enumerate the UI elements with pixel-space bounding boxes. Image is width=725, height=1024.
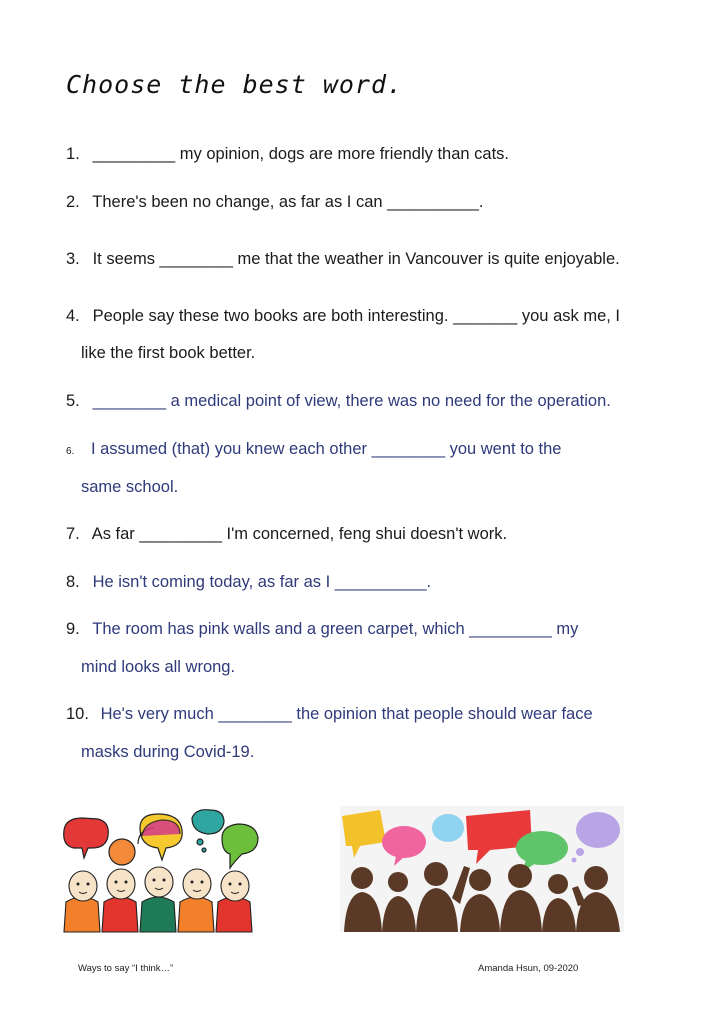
question-number: 8. bbox=[66, 573, 80, 591]
question-text: He isn't coming today, as far as I __________. bbox=[92, 573, 432, 591]
question-text-line1: The room has pink walls and a green carpet, which _________ my bbox=[92, 620, 579, 638]
question-9 bbox=[66, 611, 666, 648]
question-text: It seems ________ me that the weather in Vancouver is quite enjoyable. bbox=[92, 250, 620, 268]
question-6 bbox=[66, 431, 666, 470]
question-8 bbox=[66, 564, 666, 601]
question-text: _________ my opinion, dogs are more friendly than cats. bbox=[92, 145, 510, 163]
question-4-continuation bbox=[66, 335, 681, 372]
cartoon-kids-speech-bubbles-image bbox=[58, 806, 280, 936]
footer-caption: Ways to say “I think…” bbox=[78, 963, 174, 974]
question-number: 6. bbox=[66, 446, 75, 457]
question-number: 7. bbox=[66, 525, 80, 543]
question-number: 10. bbox=[66, 705, 89, 723]
question-text-line2: mind looks all wrong. bbox=[81, 658, 236, 676]
question-number: 5. bbox=[66, 392, 80, 410]
question-text: As far _________ I'm concerned, feng shui doesn't work. bbox=[91, 525, 508, 543]
question-text-line1: People say these two books are both interesting. _______ you ask me, I bbox=[92, 307, 621, 325]
question-4 bbox=[66, 298, 666, 335]
page-title: Choose the best word. bbox=[66, 70, 404, 99]
question-text: ________ a medical point of view, there was no need for the operation. bbox=[92, 392, 611, 410]
question-text-line2: masks during Covid-19. bbox=[81, 743, 255, 761]
question-10 bbox=[66, 696, 666, 733]
question-number: 1. bbox=[66, 145, 80, 163]
question-number: 9. bbox=[66, 620, 80, 638]
question-5 bbox=[66, 383, 666, 420]
question-10-continuation bbox=[66, 734, 681, 771]
question-1 bbox=[66, 136, 666, 173]
question-text-line2: like the first book better. bbox=[81, 344, 256, 362]
question-3 bbox=[66, 241, 666, 278]
question-number: 2. bbox=[66, 193, 80, 211]
question-text-line1: He's very much ________ the opinion that people should wear face bbox=[100, 705, 593, 723]
question-7 bbox=[66, 516, 666, 553]
question-text-line1: I assumed (that) you knew each other ________ you went to the bbox=[90, 440, 562, 458]
question-number: 4. bbox=[66, 307, 80, 325]
question-text: There's been no change, as far as I can __________. bbox=[92, 193, 484, 211]
question-9-continuation bbox=[66, 649, 681, 686]
question-2 bbox=[66, 184, 666, 221]
silhouettes-speech-bubbles-image bbox=[340, 806, 624, 932]
question-text-line2: same school. bbox=[81, 478, 179, 496]
question-6-continuation bbox=[66, 469, 681, 506]
question-number: 3. bbox=[66, 250, 80, 268]
footer-author: Amanda Hsun, 09-2020 bbox=[478, 963, 579, 974]
